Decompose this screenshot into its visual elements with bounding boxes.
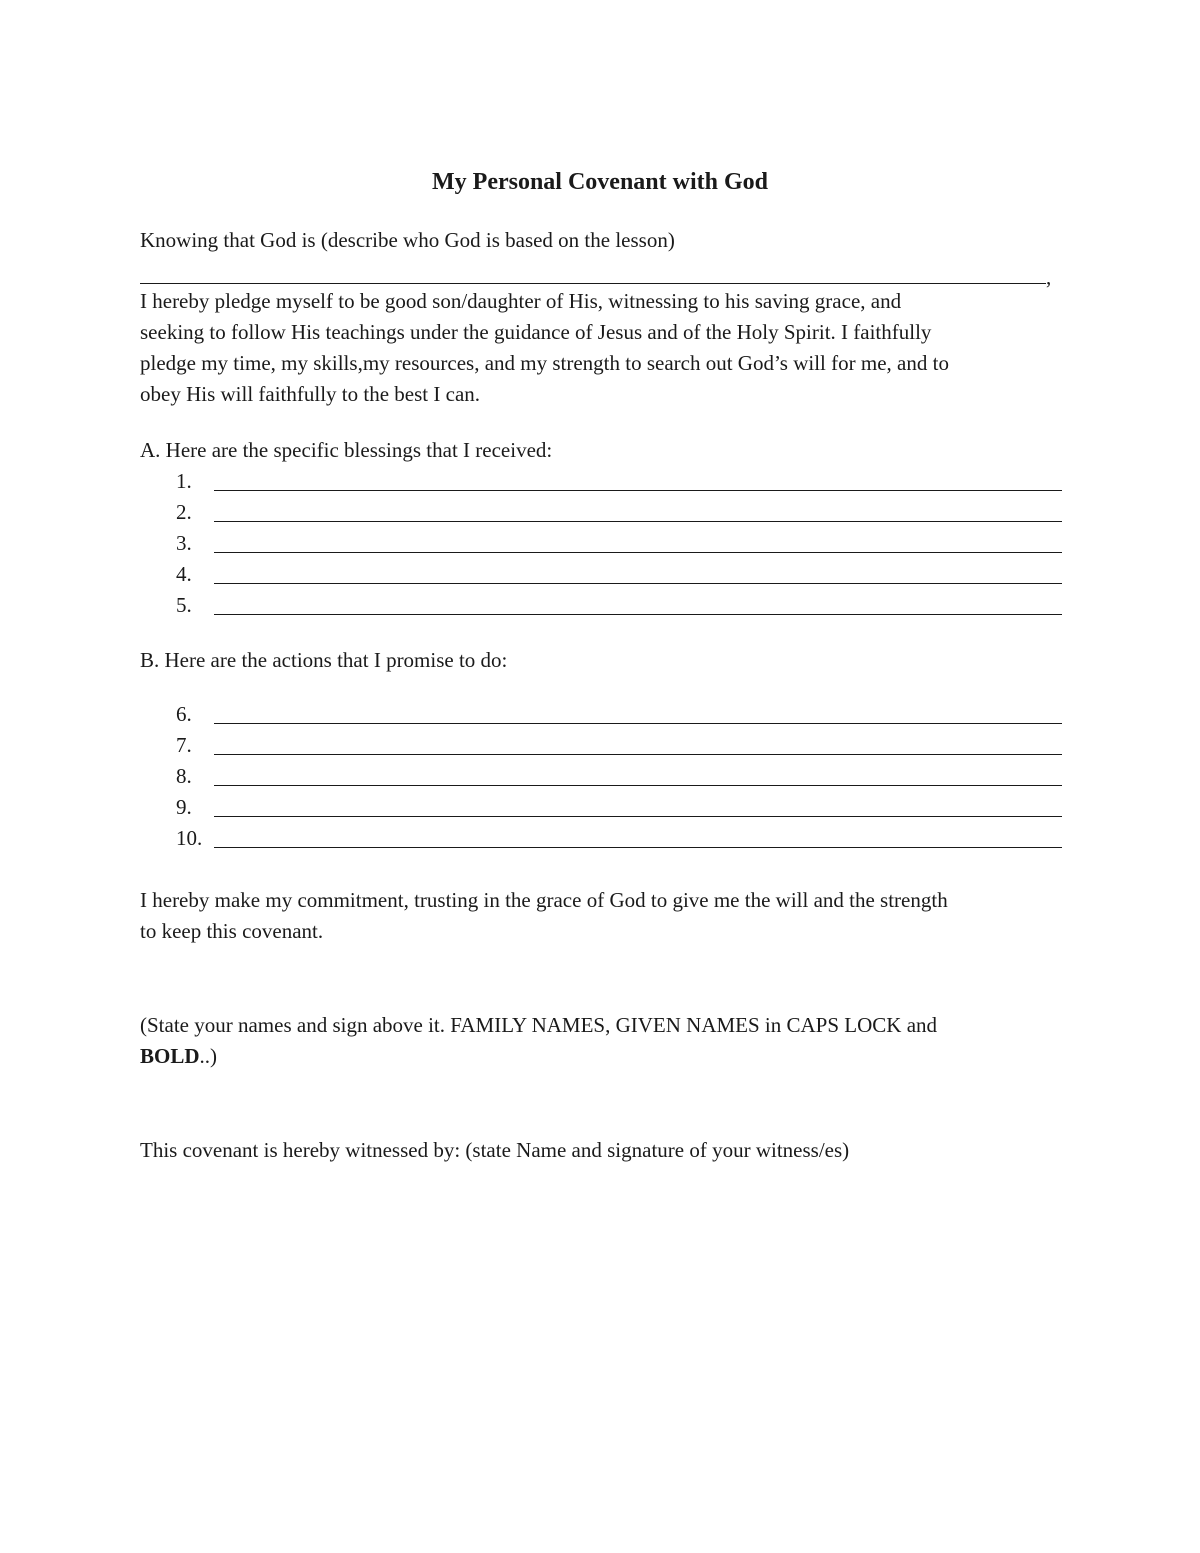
action-blank-line[interactable] bbox=[214, 816, 1062, 817]
witness-line: This covenant is hereby witnessed by: (state Name and signature of your witness/es) bbox=[140, 1138, 850, 1162]
instruction-suffix: ..) bbox=[199, 1044, 218, 1068]
section-b-heading: B. Here are the actions that I promise to do: bbox=[140, 648, 508, 672]
item-number: 9. bbox=[176, 795, 192, 819]
action-item bbox=[140, 792, 1062, 823]
blessing-blank-line[interactable] bbox=[214, 583, 1062, 584]
item-number: 1. bbox=[176, 469, 192, 493]
blessing-item bbox=[140, 559, 1062, 590]
item-number: 7. bbox=[176, 733, 192, 757]
item-number: 2. bbox=[176, 500, 192, 524]
blessing-blank-line[interactable] bbox=[214, 521, 1062, 522]
blessing-blank-line[interactable] bbox=[214, 552, 1062, 553]
document-title: My Personal Covenant with God bbox=[432, 169, 768, 195]
action-blank-line[interactable] bbox=[214, 785, 1062, 786]
blessing-item bbox=[140, 528, 1062, 559]
item-number: 3. bbox=[176, 531, 192, 555]
action-blank-line[interactable] bbox=[214, 754, 1062, 755]
pledge-line: seeking to follow His teachings under the guidance of Jesus and of the Holy Spirit. I faithfully bbox=[140, 320, 932, 344]
action-item bbox=[140, 730, 1062, 761]
commitment-line: I hereby make my commitment, trusting in the grace of God to give me the will and the strength bbox=[140, 888, 948, 912]
item-number: 6. bbox=[176, 702, 192, 726]
action-blank-line[interactable] bbox=[214, 723, 1062, 724]
pledge-line: I hereby pledge myself to be good son/daughter of His, witnessing to his saving grace, and bbox=[140, 289, 902, 313]
names-instruction-line: (State your names and sign above it. FAMILY NAMES, GIVEN NAMES in CAPS LOCK and bbox=[140, 1013, 938, 1037]
commitment-line: to keep this covenant. bbox=[140, 919, 324, 943]
names-instruction-line-2 bbox=[140, 1041, 217, 1072]
pledge-paragraph bbox=[140, 286, 1070, 410]
item-number: 4. bbox=[176, 562, 192, 586]
blank-comma: , bbox=[1046, 265, 1052, 289]
action-item bbox=[140, 823, 1062, 854]
action-item bbox=[140, 761, 1062, 792]
blessing-item bbox=[140, 466, 1062, 497]
item-number: 8. bbox=[176, 764, 192, 788]
blessing-blank-line[interactable] bbox=[214, 490, 1062, 491]
pledge-line: pledge my time, my skills,my resources, and my strength to search out God’s will for me, and to bbox=[140, 351, 949, 375]
blessing-item bbox=[140, 590, 1062, 621]
blessing-blank-line[interactable] bbox=[214, 614, 1062, 615]
item-number: 5. bbox=[176, 593, 192, 617]
pledge-line: obey His will faithfully to the best I can. bbox=[140, 382, 481, 406]
blessing-item bbox=[140, 497, 1062, 528]
action-blank-line[interactable] bbox=[214, 847, 1062, 848]
section-a-heading: A. Here are the specific blessings that I received: bbox=[140, 438, 553, 462]
action-item bbox=[140, 699, 1062, 730]
god-description-blank[interactable] bbox=[140, 283, 1046, 284]
bold-word: BOLD bbox=[140, 1044, 200, 1068]
item-number: 10. bbox=[176, 826, 203, 850]
intro-prompt: Knowing that God is (describe who God is based on the lesson) bbox=[140, 228, 675, 252]
